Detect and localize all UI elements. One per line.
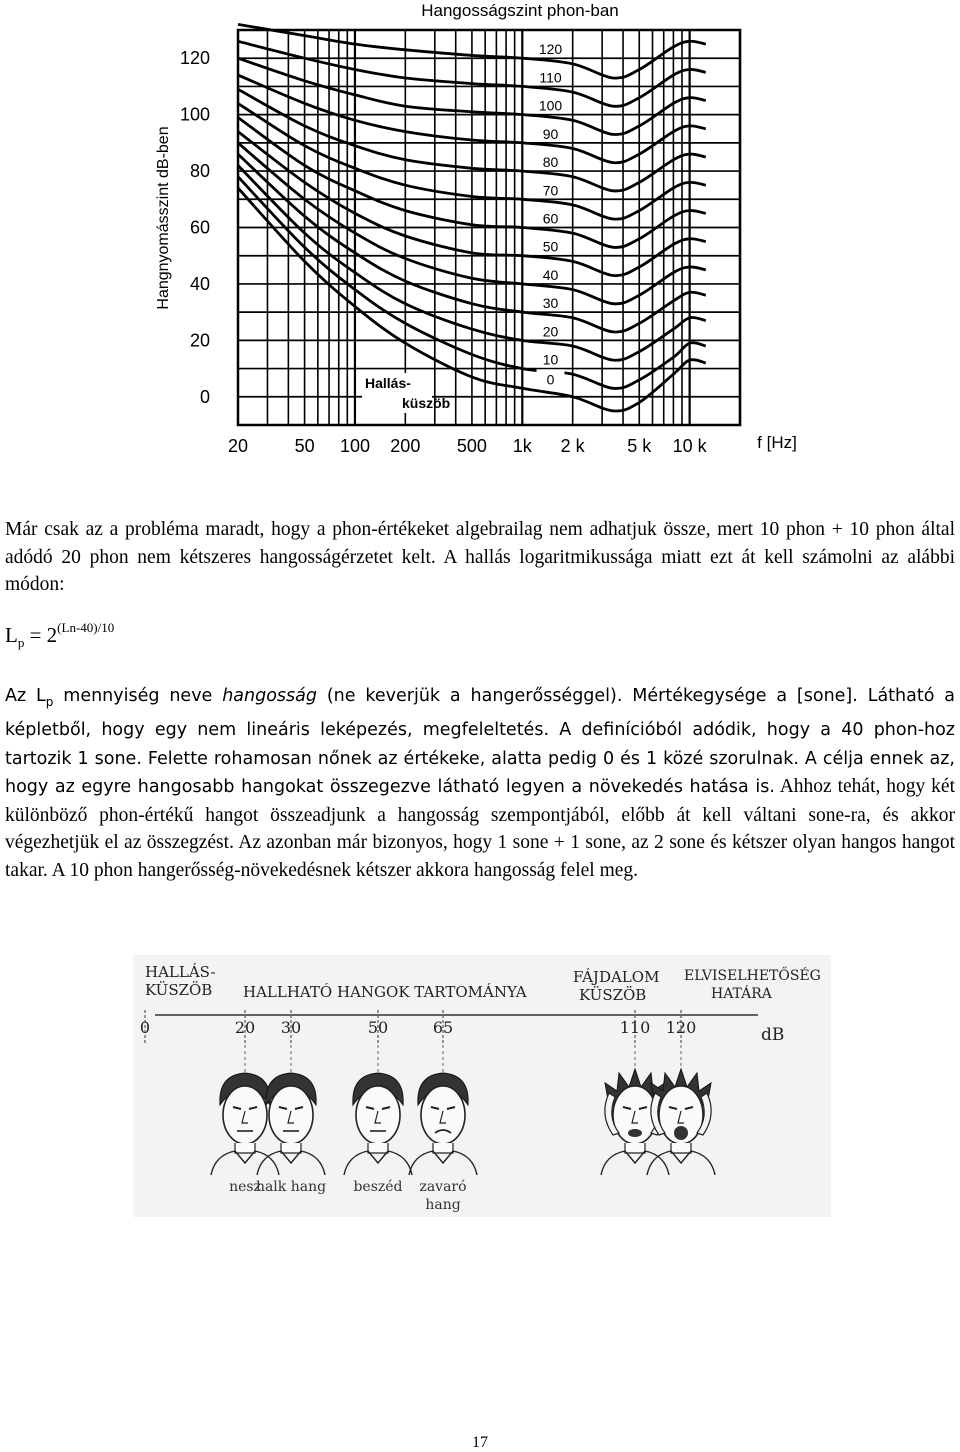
chart-title: Hangosságszint phon-ban [421,1,619,20]
scale-tick-label: 50 [367,1018,389,1037]
scale-tick-label: 20 [234,1018,256,1037]
threshold-label-line2: KÜSZÖB [145,981,213,999]
series-label-120: 120 [538,41,563,58]
p2-text-a: Az L [5,686,46,706]
series-label-80: 80 [542,154,559,171]
face-head [356,1086,400,1144]
x-axis-label: f [Hz] [757,433,797,452]
tolerance-limit-label-line2: HATÁRA [711,986,772,1002]
p2-text-g: Az azonban már bizonyos, hogy 1 sone + 1 sone, az 2 sone és kétszer olyan hangos hangot takar. [5,832,955,881]
page-number: 17 [472,1434,488,1451]
series-label-90: 90 [542,125,559,142]
hearing-threshold-annotation: Hallás- [365,375,411,391]
y-tick-label: 20 [189,330,210,351]
formula-lhs-subscript: p [17,635,25,651]
y-tick-label: 40 [189,273,210,294]
face-collar [601,1151,669,1175]
audible-range-label: HALLHATÓ HANGOK TARTOMÁNYA [243,983,527,1001]
x-tick-label: 1k [512,436,532,456]
scale-tick-label: 30 [280,1018,302,1037]
x-tick-labels [228,436,708,456]
series-label-30: 30 [542,295,559,312]
face-head [223,1086,267,1144]
y-tick-label: 120 [179,48,210,69]
y-axis-label: Hangnyomásszint dB-ben [155,126,172,310]
face-mouth [674,1126,688,1140]
p2-subscript: p [45,694,54,709]
x-tick-label: 2 k [560,436,585,456]
p2-text-f: Ahhoz tehát, hogy két különböző phon-értékű hangot összeadjunk a hangosság szempontjából, előbb át kell váltani sone-ra, és akkor végezhetjük el az összegzést. [5,776,955,854]
p2-text-h: A 10 phon hangerősség-növekedésnek kétszer akkora hangosság felel meg. [47,859,639,881]
face-neck [625,1143,645,1153]
face-head [421,1086,465,1144]
x-tick-label: 500 [456,436,487,456]
face-label: halk hang [255,1179,327,1195]
series-label-20: 20 [542,323,559,340]
equal-loudness-chart [140,0,820,470]
pain-threshold-label-line2: KÜSZÖB [579,986,647,1004]
face-neck [671,1143,691,1153]
face-mouth [628,1129,642,1137]
scale-tick-label: 65 [432,1018,454,1037]
series-label-40: 40 [542,266,559,283]
face-neck [433,1143,453,1153]
formula-exponent: (Ln-40)/10 [57,620,115,635]
face-collar [344,1151,412,1175]
face-collar [409,1151,477,1175]
p2-term-hangossag: hangosság [222,686,317,706]
scale-tick-label: 120 [665,1018,697,1037]
face-collar [257,1151,325,1175]
face-label: hang [425,1197,461,1213]
loudness-formula [5,622,114,651]
x-tick-label: 5 k [627,436,652,456]
y-tick-label: 60 [189,217,210,238]
face-head [269,1086,313,1144]
face-beszéd [344,1045,412,1195]
face-label: zavaró [419,1179,467,1195]
y-tick-labels [180,48,210,407]
p2-text-d: (ne keverjük a hangerősséggel). Mértékegysége a [sone]. [316,686,858,706]
p2-text-b: mennyiség neve [53,686,223,706]
p2-text-e: Látható a képletből, hogy egy nem lineáris leképezés, megfeleltetés. A definícióból adódik, hogy a 40 phon-hoz tartozik 1 sone. Felette rohamosan nőnek az értékeke, alatta pedig 0 és 1 közé szorulnak. A célja ennek az, hogy az egyre hangosabb hangokat összegezve látható legyen a növekedés hatása is. [5,686,955,798]
y-tick-label: 100 [179,104,210,125]
pain-threshold-label-line1: FÁJDALOM [573,968,660,986]
scale-unit: dB [761,1025,785,1045]
face-collar [211,1151,279,1175]
series-label-60: 60 [542,210,559,227]
paragraph-intro: Már csak az a probléma maradt, hogy a phon-értékeket algebrailag nem adhatjuk össze, mert 10 phon + 10 phon által adódó 20 phon nem kétszeres hangosságérzetet kelt. A hallás logaritmikussága miatt ezt át kell számolni az alábbi módon: [5,519,955,595]
series-label-0: 0 [546,371,555,388]
scale-tick-label: 110 [619,1018,651,1037]
formula-lhs: L [5,623,18,647]
face-collar [647,1151,715,1175]
formula-equals: = 2 [24,623,58,647]
series-label-10: 10 [542,351,559,368]
hearing-threshold-annotation-line2: küszöb [402,395,451,411]
face-label: beszéd [353,1179,403,1195]
face-label: nesz [229,1179,261,1195]
scale-tick-label: 0 [139,1018,151,1037]
x-tick-label: 200 [390,436,421,456]
y-tick-label: 0 [199,386,210,407]
x-tick-label: 20 [227,436,249,456]
db-scale-figure [133,955,831,1217]
series-label-70: 70 [542,182,559,199]
x-tick-label: 50 [294,436,315,456]
x-tick-label: 100 [339,436,370,456]
x-tick-label: 10 k [672,436,707,456]
series-label-100: 100 [538,97,563,114]
y-tick-label: 80 [189,161,210,182]
face-neck [235,1143,255,1153]
tolerance-limit-label-line1: ELVISELHETŐSÉG [684,968,821,984]
scale-faces [211,1045,715,1213]
series-label-50: 50 [542,238,559,255]
threshold-label-line1: HALLÁS- [145,963,216,981]
face-zavaró-hang [409,1045,477,1213]
series-label-110: 110 [539,69,562,86]
face-neck [368,1143,388,1153]
paragraph-loudness [5,682,955,884]
face-neck [281,1143,301,1153]
